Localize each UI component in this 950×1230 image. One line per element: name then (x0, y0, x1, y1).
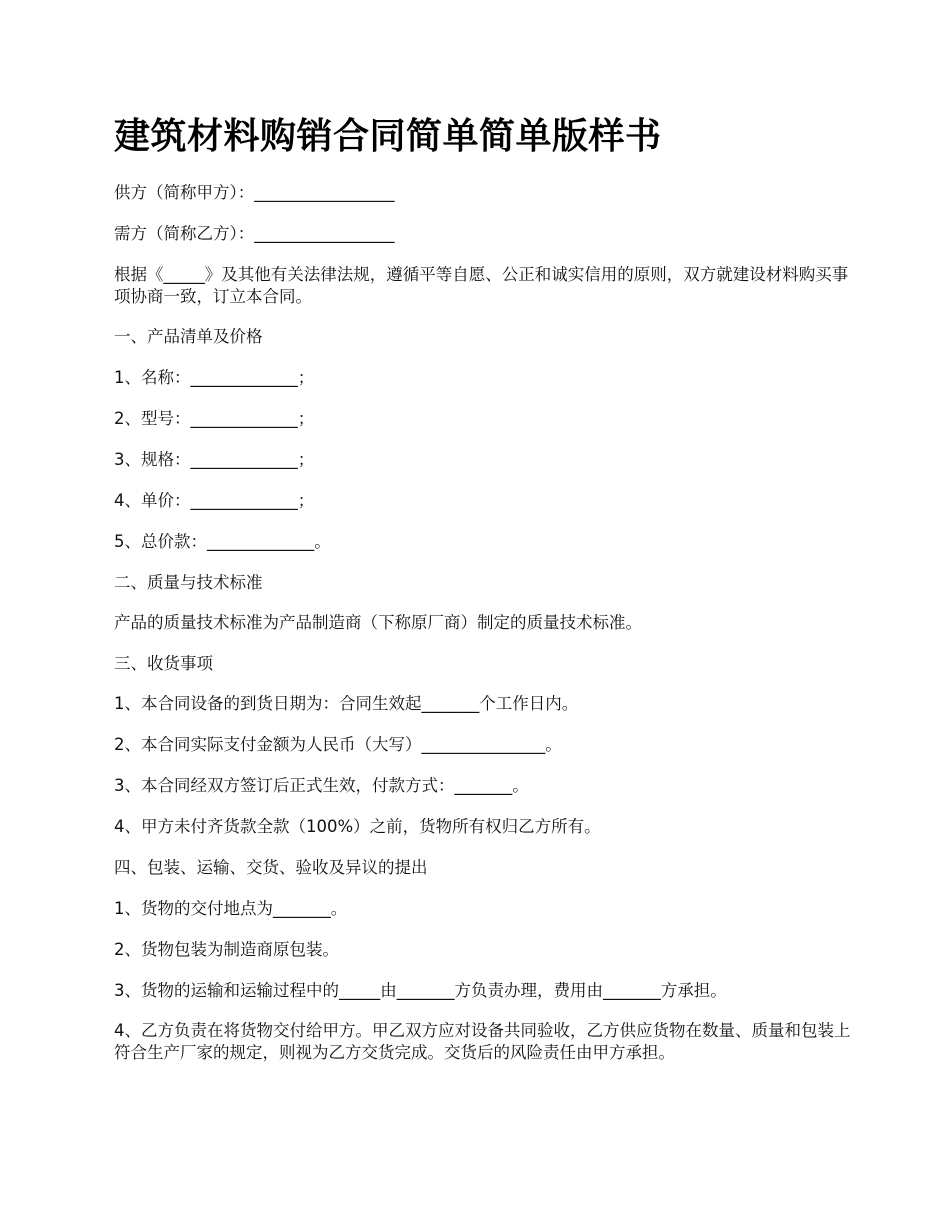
acceptance-paragraph: 4、乙方负责在将货物交付给甲方。甲乙双方应对设备共同验收，乙方供应货物在数量、质量和包装上符合生产厂家的规定，则视为乙方交货完成。交货后的风险责任由甲方承担。 (114, 1021, 851, 1062)
item-spec-line: 3、规格：_____________； (114, 450, 315, 469)
payment-amount-line: 2、本合同实际支付金额为人民币（大写）_______________。 (114, 735, 562, 754)
quality-standard-line: 产品的质量技术标准为产品制造商（下称原厂商）制定的质量技术标准。 (114, 613, 642, 632)
section-heading-4: 四、包装、运输、交货、验收及异议的提出 (114, 858, 428, 877)
payment-method-line: 3、本合同经双方签订后正式生效，付款方式：_______。 (114, 776, 529, 795)
ownership-line: 4、甲方未付齐货款全款（100%）之前，货物所有权归乙方所有。 (114, 817, 601, 836)
item-total-price-line: 5、总价款：_____________。 (114, 532, 331, 551)
buyer-line: 需方（简称乙方）：_________________ (114, 224, 395, 243)
document-title: 建筑材料购销合同简单简单版样书 (114, 116, 662, 157)
preamble-paragraph: 根据《_____》及其他有关法律法规，遵循平等自愿、公正和诚实信用的原则，双方就建设材料购买事项协商一致，订立本合同。 (114, 265, 849, 306)
section-heading-2: 二、质量与技术标准 (114, 573, 263, 592)
section-heading-1: 一、产品清单及价格 (114, 327, 263, 346)
packaging-line: 2、货物包装为制造商原包装。 (114, 940, 339, 959)
transport-line: 3、货物的运输和运输过程中的_____由_______方负责办理，费用由_______方承担。 (114, 981, 727, 1000)
item-name-line: 1、名称：_____________； (114, 368, 315, 387)
item-model-line: 2、型号：_____________； (114, 409, 315, 428)
delivery-location-line: 1、货物的交付地点为_______。 (114, 899, 348, 918)
supplier-line: 供方（简称甲方）：_________________ (114, 183, 395, 202)
section-heading-3: 三、收货事项 (114, 654, 213, 673)
delivery-date-line: 1、本合同设备的到货日期为：合同生效起_______个工作日内。 (114, 694, 579, 713)
item-unit-price-line: 4、单价：_____________； (114, 491, 315, 510)
